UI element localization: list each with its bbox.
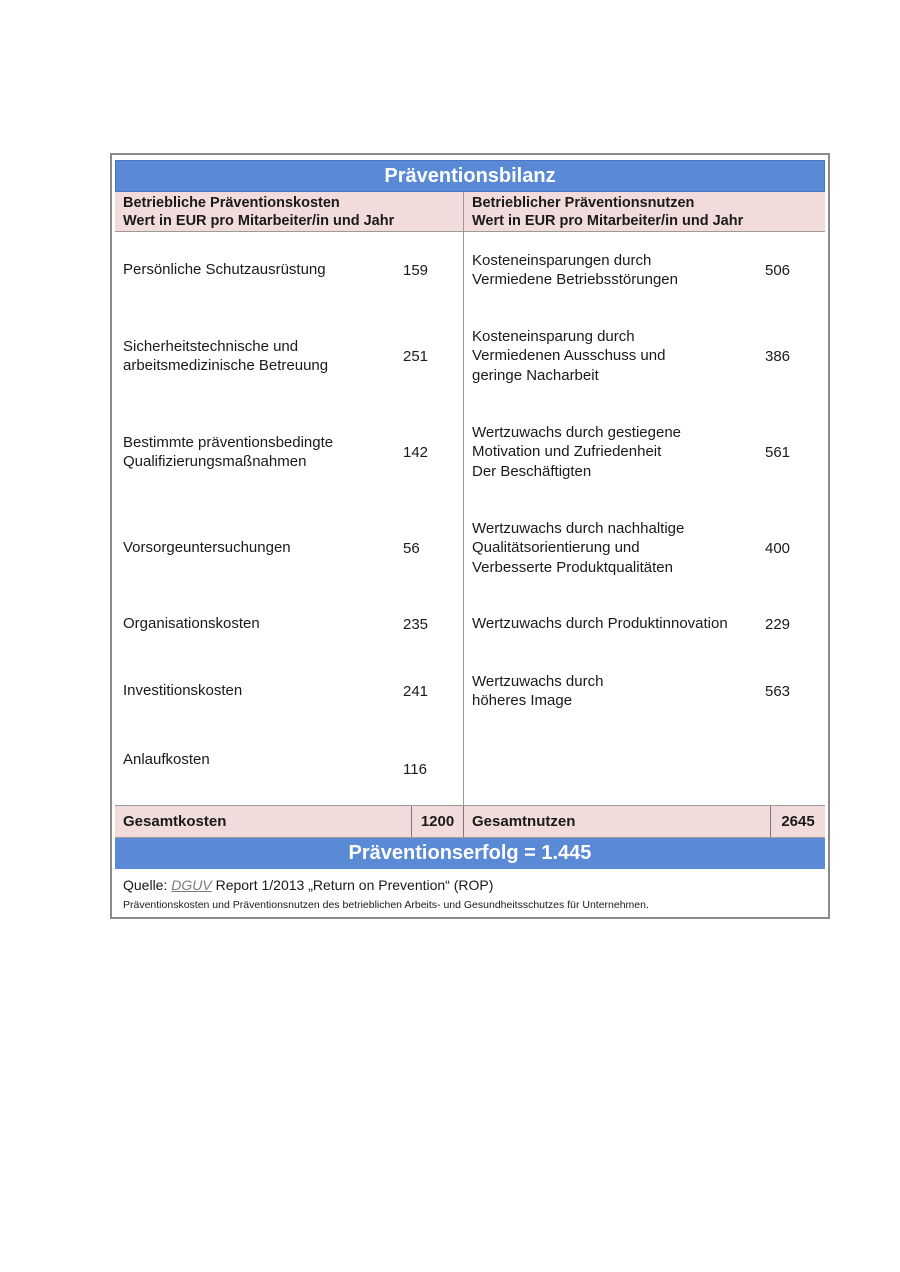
item-label: Bestimmte präventionsbedingte Qualifizierungsmaßnahmen bbox=[123, 433, 334, 470]
total-benefits-value: 2645 bbox=[781, 813, 815, 830]
item-label: Persönliche Schutzausrüstung bbox=[123, 261, 326, 279]
list-item bbox=[115, 422, 463, 482]
list-item bbox=[115, 240, 463, 300]
item-value: 142 bbox=[403, 443, 429, 461]
item-label: Wertzuwachs durch nachhaltige Qualitätsorientierung und Verbesserte Produktqualitäten bbox=[472, 519, 685, 576]
total-benefits-label: Gesamtnutzen bbox=[464, 806, 771, 837]
item-label: Investitionskosten bbox=[123, 682, 243, 700]
item-value: 251 bbox=[403, 347, 429, 365]
items-body bbox=[115, 232, 825, 806]
prevention-balance-table bbox=[110, 153, 830, 919]
source-description: Präventionskosten und Präventionsnutzen des betrieblichen Arbeits- und Gesundheitsschutzes für Unternehmen. bbox=[123, 899, 649, 911]
costs-list bbox=[115, 232, 464, 805]
list-item bbox=[115, 661, 463, 721]
list-item bbox=[115, 326, 463, 386]
dguv-link[interactable]: DGUV bbox=[171, 877, 212, 893]
total-costs-value: 1200 bbox=[412, 806, 464, 837]
column-headers bbox=[115, 192, 825, 232]
item-label: Wertzuwachs durch höheres Image bbox=[472, 672, 604, 709]
item-value: 386 bbox=[765, 347, 791, 365]
list-item bbox=[115, 730, 463, 790]
item-value: 229 bbox=[765, 615, 791, 633]
item-value: 116 bbox=[403, 760, 427, 778]
list-item bbox=[464, 661, 825, 721]
item-value: 241 bbox=[403, 682, 429, 700]
list-item bbox=[464, 594, 825, 654]
source-text: Report 1/2013 „Return on Prevention“ (ROP) bbox=[211, 877, 494, 893]
item-value: 159 bbox=[403, 261, 429, 279]
list-item bbox=[464, 240, 825, 300]
benefits-list bbox=[464, 232, 825, 805]
item-label: Wertzuwachs durch Produktinnovation bbox=[472, 615, 728, 633]
source-note bbox=[115, 869, 825, 911]
list-item bbox=[115, 518, 463, 578]
source-label: Quelle: bbox=[123, 877, 168, 893]
list-item bbox=[464, 518, 825, 578]
item-label: Anlaufkosten bbox=[123, 751, 210, 769]
item-label: Sicherheitstechnische und arbeitsmedizinische Betreuung bbox=[123, 337, 329, 374]
list-item bbox=[464, 326, 825, 386]
item-value: 561 bbox=[765, 443, 791, 461]
list-item bbox=[464, 422, 825, 482]
item-value: 400 bbox=[765, 539, 791, 557]
totals-row bbox=[115, 806, 825, 838]
item-label: Kosteneinsparung durch Vermiedenen Ausschuss und geringe Nacharbeit bbox=[472, 327, 666, 384]
total-costs-label: Gesamtkosten bbox=[115, 806, 412, 837]
item-value: 56 bbox=[403, 539, 420, 557]
prevention-result: Präventionserfolg = 1.445 bbox=[115, 838, 825, 869]
item-value: 235 bbox=[403, 615, 429, 633]
benefits-header: Betrieblicher Präventionsnutzen Wert in EUR pro Mitarbeiter/in und Jahr bbox=[472, 195, 744, 229]
table-title: Präventionsbilanz bbox=[115, 160, 825, 192]
item-label: Organisationskosten bbox=[123, 615, 260, 633]
item-label: Kosteneinsparungen durch Vermiedene Betriebsstörungen bbox=[472, 251, 678, 288]
item-label: Wertzuwachs durch gestiegene Motivation und Zufriedenheit Der Beschäftigten bbox=[472, 423, 682, 480]
item-label: Vorsorgeuntersuchungen bbox=[123, 539, 291, 557]
list-item bbox=[115, 594, 463, 654]
item-value: 506 bbox=[765, 261, 791, 279]
costs-header: Betriebliche Präventionskosten Wert in EUR pro Mitarbeiter/in und Jahr bbox=[115, 192, 464, 231]
item-value: 563 bbox=[765, 682, 791, 700]
